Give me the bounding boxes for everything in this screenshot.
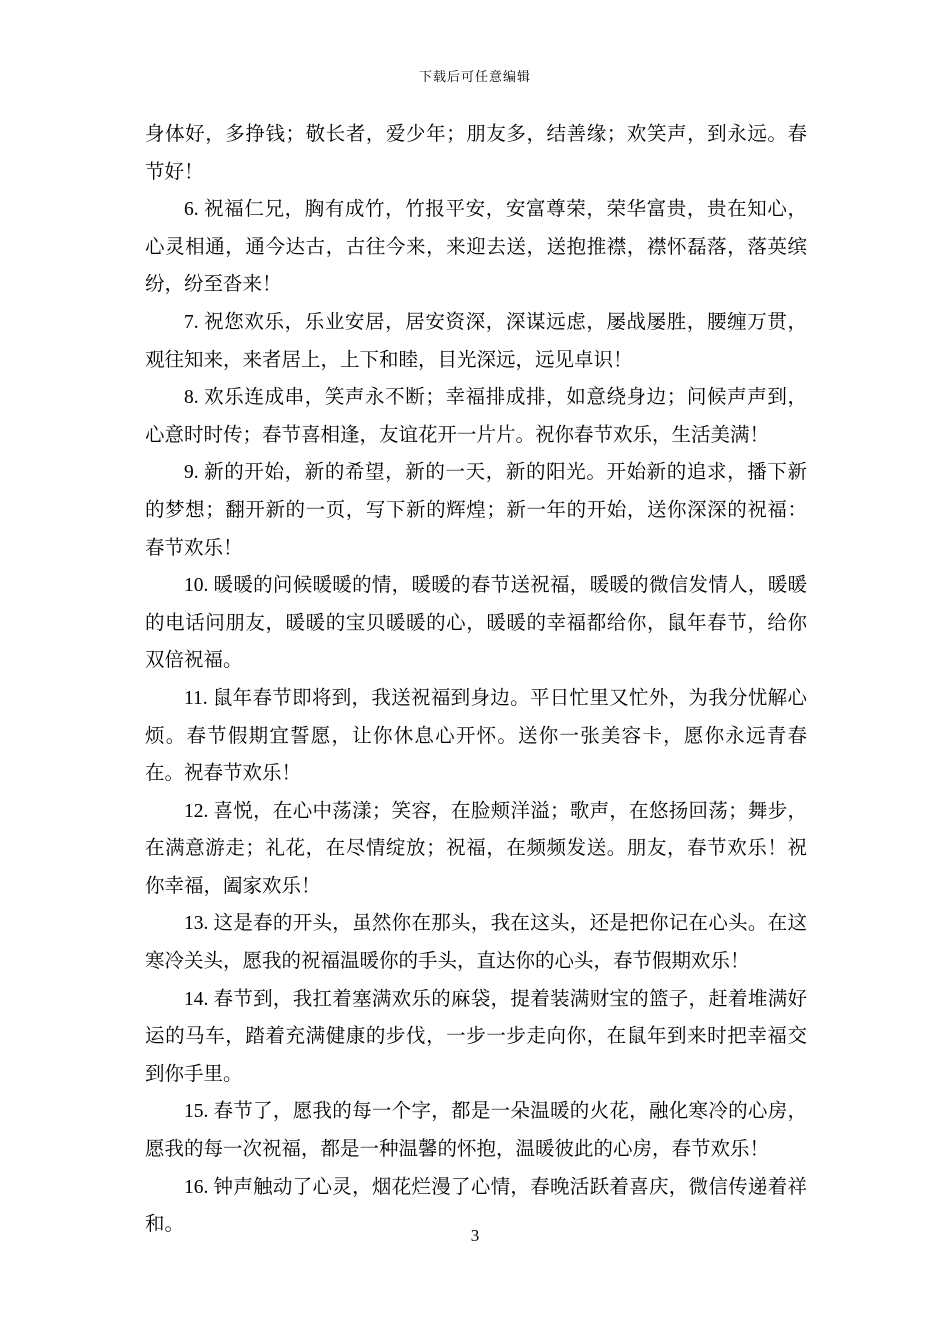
paragraph: 8. 欢乐连成串，笑声永不断；幸福排成排，如意绕身边；问候声声到，心意时时传；春节喜相逢，友谊花开一片片。祝你春节欢乐，生活美满！ bbox=[145, 387, 807, 446]
paragraph: 10. 暖暖的问候暖暖的情，暖暖的春节送祝福，暖暖的微信发情人，暖暖的电话问朋友，暖暖的宝贝暖暖的心，暖暖的幸福都给你，鼠年春节，给你双倍祝福。 bbox=[145, 575, 807, 672]
document-header-note: 下载后可任意编辑 bbox=[418, 69, 531, 84]
paragraph: 11. 鼠年春节即将到，我送祝福到身边。平日忙里又忙外，为我分忧解心烦。春节假期宜誓愿，让你休息心开怀。送你一张美容卡，愿你永远青春在。祝春节欢乐！ bbox=[145, 687, 807, 785]
paragraph: 15. 春节了，愿我的每一个字，都是一朵温暖的火花，融化寒冷的心房，愿我的每一次祝福，都是一种温馨的怀抱，温暖彼此的心房，春节欢乐！ bbox=[145, 1101, 807, 1161]
paragraph: 12. 喜悦，在心中荡漾；笑容，在脸颊洋溢；歌声，在悠扬回荡；舞步，在满意游走；礼花，在尽情绽放；祝福，在频频发送。朋友，春节欢乐！祝你幸福，阖家欢乐！ bbox=[145, 800, 807, 897]
page-number: 3 bbox=[470, 1226, 480, 1245]
paragraph: 6. 祝福仁兄，胸有成竹，竹报平安，安富尊荣，荣华富贵，贵在知心，心灵相通，通今达古，古往今来，来迎去送，送抱推襟，襟怀磊落，落英缤纷，纷至沓来！ bbox=[145, 199, 807, 296]
paragraph: 身体好，多挣钱；敬长者，爱少年；朋友多，结善缘；欢笑声，到永远。春节好！ bbox=[145, 124, 807, 183]
document-body bbox=[145, 116, 807, 1244]
paragraph: 7. 祝您欢乐，乐业安居，居安资深，深谋远虑，屡战屡胜，腰缠万贯，观往知来，来者居上，上下和睦，目光深远，远见卓识！ bbox=[145, 311, 807, 371]
paragraph: 9. 新的开始，新的希望，新的一天，新的阳光。开始新的追求，播下新的梦想；翻开新的一页，写下新的辉煌；新一年的开始，送你深深的祝福：春节欢乐！ bbox=[145, 462, 807, 559]
paragraph: 16. 钟声触动了心灵，烟花烂漫了心情，春晚活跃着喜庆，微信传递着祥和。 bbox=[145, 1176, 807, 1236]
paragraph: 14. 春节到，我扛着塞满欢乐的麻袋，提着装满财宝的篮子，赶着堆满好运的马车，踏着充满健康的步伐，一步一步走向你，在鼠年到来时把幸福交到你手里。 bbox=[145, 988, 807, 1085]
paragraph: 13. 这是春的开头，虽然你在那头，我在这头，还是把你记在心头。在这寒冷关头，愿我的祝福温暖你的手头，直达你的心头，春节假期欢乐！ bbox=[145, 913, 807, 973]
